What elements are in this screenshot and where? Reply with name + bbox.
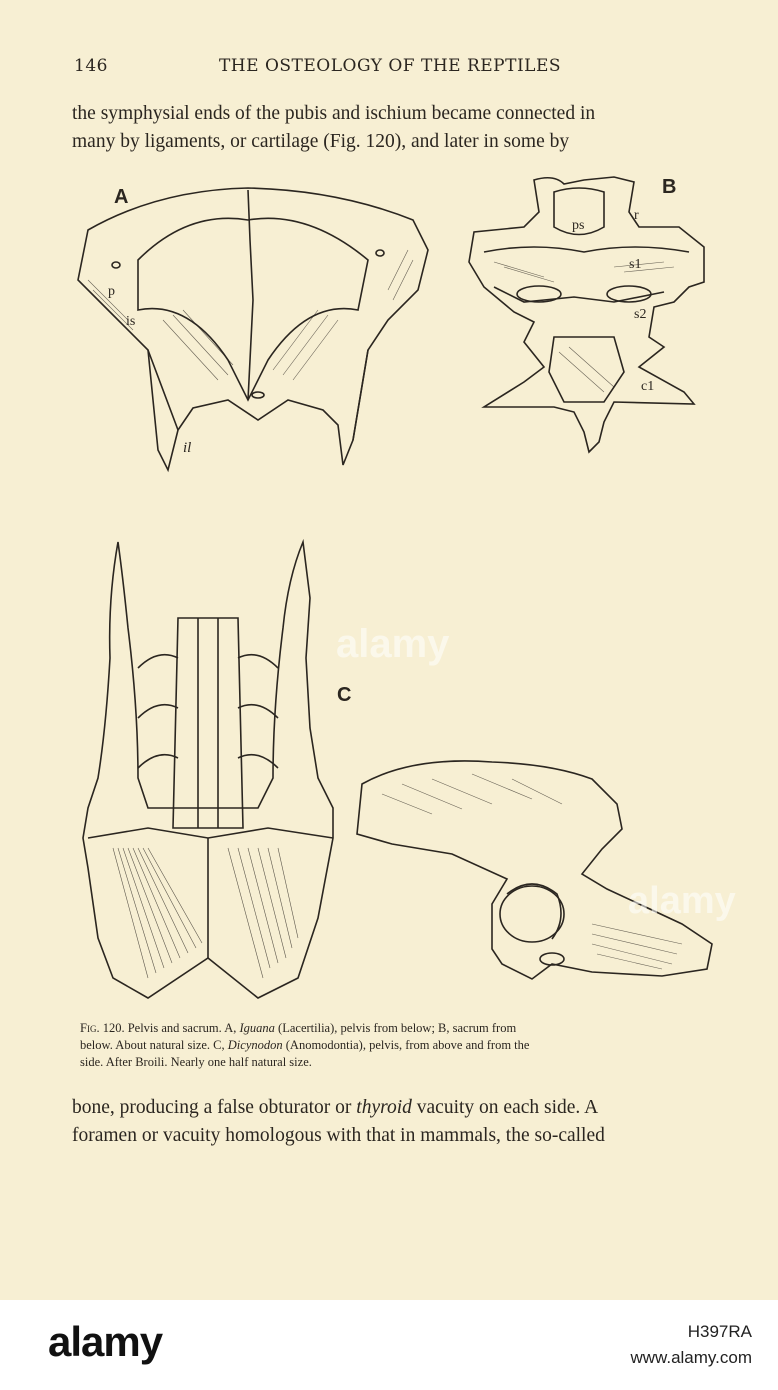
figure-letter-a: A: [114, 186, 129, 208]
caption-text: (Lacertilia), pelvis from below; B, sacrum from: [274, 1021, 517, 1035]
genus-name: Iguana: [239, 1021, 275, 1035]
caption-line: side. After Broili. Nearly one half natural size.: [80, 1055, 312, 1069]
label-s2: s2: [634, 307, 647, 322]
caption-text: (Anomodontia), pelvis, from above and from the: [282, 1038, 530, 1052]
running-header: [70, 56, 710, 80]
figure-letter-c: C: [337, 684, 352, 706]
caption-line: [80, 1020, 700, 1037]
watermark-side: alamy: [628, 880, 736, 922]
alamy-logo: alamy: [48, 1318, 163, 1365]
stock-footer: [0, 1300, 778, 1390]
figure-caption: [80, 1020, 700, 1071]
caption-line: [80, 1037, 700, 1054]
paragraph-bottom: [72, 1094, 717, 1150]
paragraph-top: [72, 100, 717, 156]
label-ps: ps: [572, 218, 585, 233]
label-is: is: [126, 314, 136, 329]
emphasis-text: thyroid: [356, 1097, 412, 1118]
label-s1: s1: [629, 257, 642, 272]
label-r: r: [634, 208, 639, 223]
text-line: [72, 1094, 717, 1122]
figure-c-pelvis-above: [78, 538, 343, 1010]
site-url: www.alamy.com: [630, 1348, 752, 1367]
figure-b-sacrum: [464, 172, 714, 457]
watermark-center: alamy: [336, 622, 450, 666]
label-il: il: [183, 440, 192, 456]
text-span: bone, producing a false obturator or: [72, 1097, 357, 1118]
image-id: H397RA: [687, 1322, 752, 1341]
caption-text: Pelvis and sacrum. A,: [124, 1021, 240, 1035]
page-number: 146: [74, 56, 108, 76]
figure-letter-b: B: [662, 176, 677, 198]
text-line: the symphysial ends of the pubis and ischium became connected in: [72, 103, 596, 124]
text-line: many by ligaments, or cartilage (Fig. 120), and later in some by: [72, 131, 570, 152]
label-c1: c1: [641, 379, 655, 394]
figure-c-pelvis-side: [352, 754, 718, 990]
figure-a-iguana-pelvis: [68, 180, 438, 480]
text-line: foramen or vacuity homologous with that in mammals, the so-called: [72, 1125, 605, 1146]
label-p: p: [108, 284, 115, 299]
text-span: vacuity on each side. A: [411, 1097, 599, 1118]
genus-name: Dicynodon: [227, 1038, 283, 1052]
figure-number: Fig. 120.: [80, 1021, 125, 1035]
caption-text: below. About natural size. C,: [80, 1038, 228, 1052]
running-title: THE OSTEOLOGY OF THE REPTILES: [218, 56, 562, 76]
